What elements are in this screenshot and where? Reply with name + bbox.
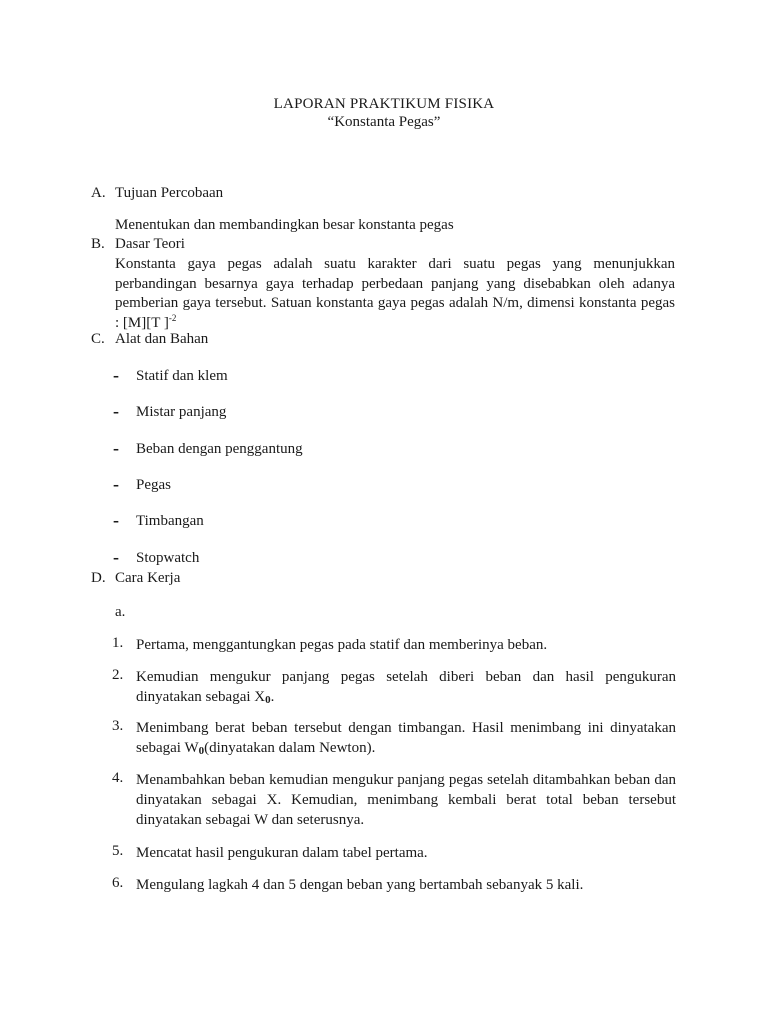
section-b-text: Konstanta gaya pegas adalah suatu karakter dari suatu pegas yang menunjukkan perbandingan besarnya gaya terhadap perbedaan panjang yang disebabkan oleh adanya pemberian gaya tersebut. Satuan konstanta gaya pegas adalah N/m, dimensi konstanta pegas : [M][T ] bbox=[115, 256, 675, 331]
subscript: 0 bbox=[198, 745, 205, 757]
section-d-sublabel: a. bbox=[115, 604, 126, 620]
tool-item: Mistar panjang bbox=[136, 404, 227, 420]
tool-item: Pegas bbox=[136, 477, 171, 493]
section-c-letter: C. bbox=[91, 331, 105, 347]
step-text bbox=[136, 718, 676, 758]
step-text-main: Menimbang berat beban tersebut dengan timbangan. Hasil menimbang ini dinyatakan sebagai W bbox=[136, 720, 676, 756]
section-a-letter: A. bbox=[91, 185, 106, 201]
tool-item: Stopwatch bbox=[136, 550, 200, 566]
tool-item: Timbangan bbox=[136, 513, 204, 529]
section-a-text: Menentukan dan membandingkan besar konstanta pegas bbox=[115, 217, 454, 233]
step-number: 1. bbox=[112, 635, 124, 651]
step-text-after: (dinyatakan dalam Newton). bbox=[204, 740, 376, 756]
dimension-exponent: -2 bbox=[168, 312, 177, 323]
section-d-letter: D. bbox=[91, 570, 106, 586]
list-bullet: - bbox=[113, 365, 119, 385]
step-text: Mencatat hasil pengukuran dalam tabel pertama. bbox=[136, 845, 428, 861]
step-number: 2. bbox=[112, 667, 124, 683]
list-bullet: - bbox=[113, 438, 119, 458]
step-text-main: Kemudian mengukur panjang pegas setelah diberi beban dan hasil pengukuran dinyatakan sebagai X bbox=[136, 669, 676, 705]
section-a-title: Tujuan Percobaan bbox=[115, 185, 224, 201]
report-subtitle: “Konstanta Pegas” bbox=[327, 114, 441, 130]
step-number: 4. bbox=[112, 770, 124, 786]
tool-item: Beban dengan penggantung bbox=[136, 441, 303, 457]
step-number: 5. bbox=[112, 843, 124, 859]
section-b-letter: B. bbox=[91, 236, 105, 252]
section-b-paragraph bbox=[115, 255, 675, 333]
tool-item: Statif dan klem bbox=[136, 368, 228, 384]
step-number: 6. bbox=[112, 875, 124, 891]
step-text-after: . bbox=[270, 689, 275, 705]
step-text bbox=[136, 667, 676, 707]
list-bullet: - bbox=[113, 401, 119, 421]
list-bullet: - bbox=[113, 547, 119, 567]
step-number: 3. bbox=[112, 718, 124, 734]
step-text: Menambahkan beban kemudian mengukur panjang pegas setelah ditambahkan beban dan dinyatakan sebagai X. Kemudian, menimbang kembali berat total beban tersebut dinyatakan sebagai W dan seterusnya. bbox=[136, 772, 676, 828]
section-d-title: Cara Kerja bbox=[115, 570, 181, 586]
section-b-title: Dasar Teori bbox=[115, 236, 185, 252]
subscript: 0 bbox=[265, 694, 271, 706]
list-bullet: - bbox=[113, 510, 119, 530]
section-c-title: Alat dan Bahan bbox=[115, 331, 209, 347]
list-bullet: - bbox=[113, 474, 119, 494]
step-text: Mengulang lagkah 4 dan 5 dengan beban yang bertambah sebanyak 5 kali. bbox=[136, 877, 584, 893]
step-text: Pertama, menggantungkan pegas pada statif dan memberinya beban. bbox=[136, 637, 548, 653]
report-title: LAPORAN PRAKTIKUM FISIKA bbox=[273, 96, 495, 112]
